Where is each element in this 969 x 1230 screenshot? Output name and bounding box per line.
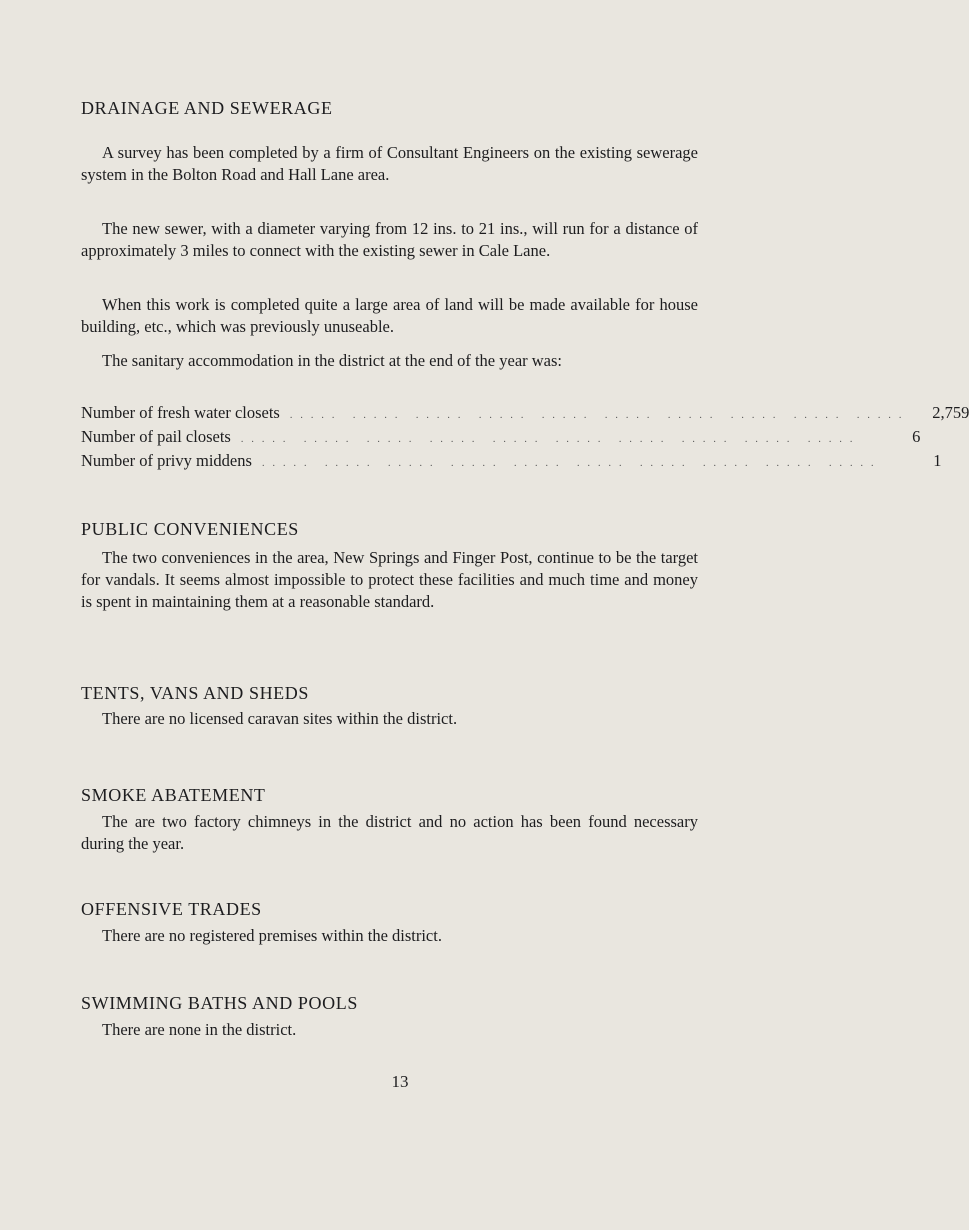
leader-dots: ..... ..... ..... ..... ..... ..... ..... ..... ..... ..... (289, 410, 910, 421)
offensive-paragraph (81, 925, 698, 947)
heading-swimming: SWIMMING BATHS AND POOLS (81, 993, 358, 1013)
table-row-label: Number of fresh water closets (81, 403, 280, 422)
table-row-value: 1 (933, 451, 942, 470)
paragraph: There are no licensed caravan sites within the district. (102, 709, 458, 728)
section-drainage (81, 97, 698, 119)
table-row-label: Number of pail closets (81, 427, 231, 446)
table-row-value: 6 (912, 427, 921, 446)
section-public-conveniences (81, 518, 698, 540)
paragraph: The are two factory chimneys in the district and no action has been found necessary during the year. (81, 812, 698, 853)
tents-paragraph (81, 708, 698, 730)
table-row-label: Number of privy middens (81, 451, 252, 470)
leader-dots: ..... ..... ..... ..... ..... ..... ..... ..... ..... ..... (261, 458, 882, 469)
smoke-paragraph (81, 811, 698, 855)
paragraph: There are no registered premises within the district. (102, 926, 442, 945)
heading-smoke: SMOKE ABATEMENT (81, 785, 266, 805)
section-smoke (81, 784, 698, 806)
public-conveniences-paragraph (81, 547, 698, 613)
sanitary-table (81, 402, 969, 474)
section-offensive (81, 898, 698, 920)
table-row (81, 426, 921, 450)
paragraph: The sanitary accommodation in the district at the end of the year was: (102, 351, 563, 370)
table-row (81, 402, 969, 426)
paragraph: The new sewer, with a diameter varying from 12 ins. to 21 ins., will run for a distance of approximately 3 miles to connect with the existing sewer in Cale Lane. (81, 219, 698, 260)
heading-tents: TENTS, VANS AND SHEDS (81, 683, 309, 703)
drainage-paragraph-1 (81, 142, 698, 186)
heading-drainage: DRAINAGE AND SEWERAGE (81, 98, 333, 118)
swimming-paragraph (81, 1019, 698, 1041)
table-row-value: 2,759 (932, 403, 969, 422)
drainage-paragraph-4 (81, 350, 698, 372)
section-tents (81, 682, 698, 704)
section-swimming (81, 992, 698, 1014)
paragraph: When this work is completed quite a large area of land will be made available for house building, etc., which was previously unuseable. (81, 295, 698, 336)
paragraph: The two conveniences in the area, New Springs and Finger Post, continue to be the target for vandals. It seems almost impossible to protect these facilities and much time and money is spent in maintaining them at a reasonable standard. (81, 548, 698, 611)
table-row (81, 450, 942, 474)
heading-public-conveniences: PUBLIC CONVENIENCES (81, 519, 299, 539)
page-number: 13 (391, 1072, 409, 1091)
paragraph: There are none in the district. (102, 1020, 297, 1039)
heading-offensive: OFFENSIVE TRADES (81, 899, 262, 919)
drainage-paragraph-2 (81, 218, 698, 262)
paragraph: A survey has been completed by a firm of Consultant Engineers on the existing sewerage system in the Bolton Road and Hall Lane area. (81, 143, 698, 184)
leader-dots: ..... ..... ..... ..... ..... ..... ..... ..... ..... ..... (240, 434, 861, 445)
drainage-paragraph-3 (81, 294, 698, 338)
